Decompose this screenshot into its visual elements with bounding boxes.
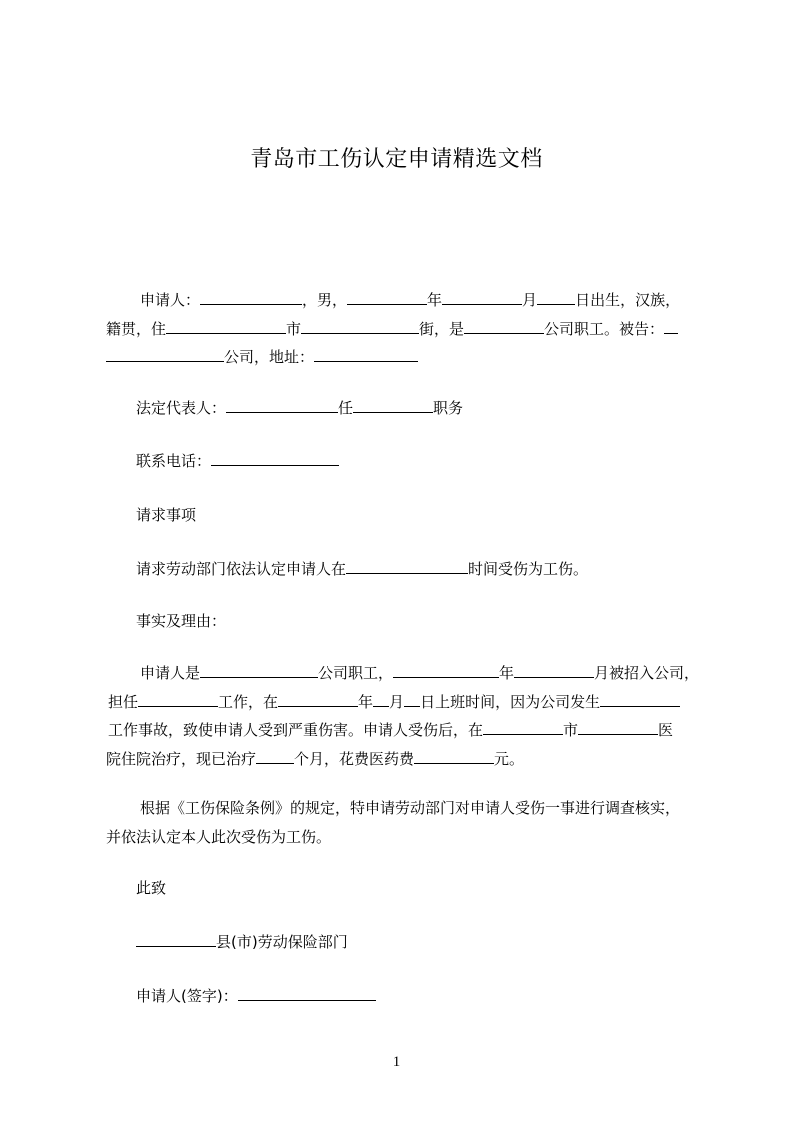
blank-accident-month[interactable] <box>373 689 389 707</box>
blank-residence[interactable] <box>166 316 286 334</box>
blank-hospital-name[interactable] <box>578 717 658 735</box>
blank-county[interactable] <box>136 929 216 947</box>
blank-hire-year[interactable] <box>393 660 499 678</box>
legal-rep-line: 法定代表人： 任 职务 <box>106 394 696 423</box>
blank-applicant-name[interactable] <box>200 287 302 305</box>
blank-hire-month[interactable] <box>514 660 594 678</box>
blank-employer[interactable] <box>464 316 544 334</box>
blank-phone[interactable] <box>211 448 339 466</box>
blank-birth-year[interactable] <box>347 287 427 305</box>
document-title: 青岛市工伤认定申请精选文档 <box>250 147 543 172</box>
blank-months[interactable] <box>256 746 294 764</box>
blank-accident-day[interactable] <box>404 689 420 707</box>
blank-birth-month[interactable] <box>442 287 522 305</box>
applicant-paragraph: 申请人： ，男， 年 月 日出生，汉族， 籍贯，住 市 街，是 公司职工。被告： 公司，地址： <box>106 286 696 372</box>
dept-line: 县(市)劳动保险部门 <box>106 928 696 957</box>
blank-hospital-city[interactable] <box>483 717 563 735</box>
blank-injury-time[interactable] <box>346 556 468 574</box>
request-line: 请求劳动部门依法认定申请人在 时间受伤为工伤。 <box>106 555 696 584</box>
blank-position[interactable] <box>353 395 433 413</box>
phone-line: 联系电话： <box>106 447 696 476</box>
regulation-paragraph: 根据《工伤保险条例》的规定，特申请劳动部门对申请人受伤一事进行调查核实， 并依法认定本人此次受伤为工伤。 <box>106 799 681 846</box>
blank-birth-day[interactable] <box>537 287 575 305</box>
blank-accident-year[interactable] <box>278 689 358 707</box>
blank-company[interactable] <box>200 660 318 678</box>
blank-medical-cost[interactable] <box>414 746 494 764</box>
blank-defendant-company[interactable] <box>106 344 224 362</box>
blank-signature[interactable] <box>238 983 376 1001</box>
blank-legal-rep[interactable] <box>226 395 338 413</box>
page-number: 1 <box>392 1054 401 1070</box>
request-heading: 请求事项 <box>136 506 197 524</box>
signature-line: 申请人(签字)： <box>106 982 696 1011</box>
blank-job[interactable] <box>138 689 218 707</box>
facts-paragraph: 申请人是 公司职工， 年 月被招入公司， 担任 工作，在 年 月 日上班时间，因为公司发生 工作事故，致使申请人受到严重伤害。申请人受伤后，在 市 医 院住院治疗，现已治疗 个月，花费医药费 元。 <box>106 659 696 773</box>
blank-accident-desc[interactable] <box>600 689 680 707</box>
facts-heading: 事实及理由： <box>136 612 227 630</box>
salutation: 此致 <box>136 879 167 897</box>
blank-defendant[interactable] <box>664 316 678 334</box>
blank-address[interactable] <box>314 344 418 362</box>
blank-city[interactable] <box>301 316 419 334</box>
